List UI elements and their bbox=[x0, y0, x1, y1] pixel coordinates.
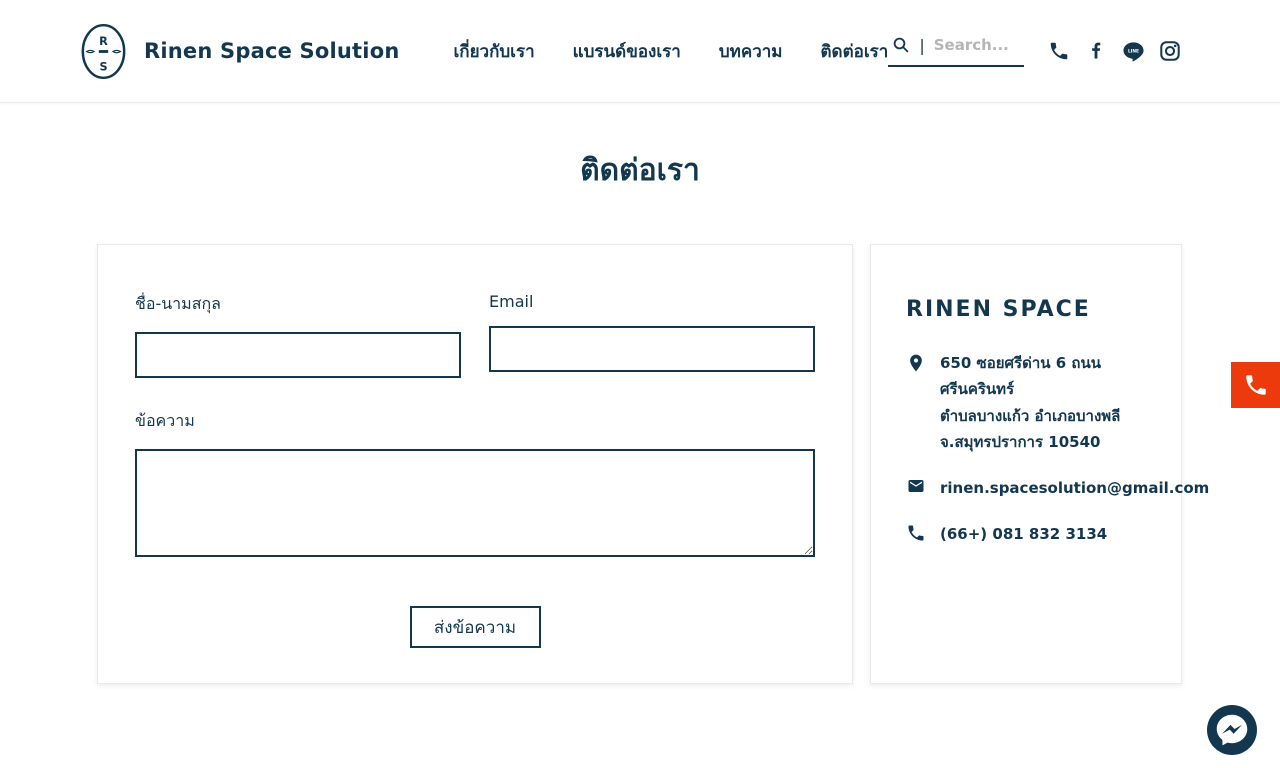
search-icon bbox=[892, 36, 910, 54]
messenger-icon bbox=[1207, 705, 1257, 755]
email-input[interactable] bbox=[489, 326, 815, 372]
svg-text:R: R bbox=[99, 34, 108, 48]
brand-name: Rinen Space Solution bbox=[144, 39, 400, 63]
search-box[interactable] bbox=[888, 36, 1023, 67]
address-line-3: จ.สมุทรปราการ 10540 bbox=[940, 432, 1101, 451]
address-row bbox=[906, 350, 1151, 455]
content-row bbox=[0, 244, 1280, 684]
company-info-panel bbox=[870, 244, 1210, 684]
send-message-button[interactable]: ส่งข้อความ bbox=[410, 606, 541, 648]
line-icon[interactable] bbox=[1122, 40, 1145, 63]
nav-item-contact[interactable]: ติดต่อเรา bbox=[820, 41, 889, 62]
company-phone[interactable]: (66+) 081 832 3134 bbox=[940, 525, 1108, 544]
floating-call-button[interactable] bbox=[1231, 362, 1280, 408]
search-input[interactable] bbox=[934, 36, 1020, 54]
address-line-1: 650 ซอยศรีด่าน 6 ถนนศรีนครินทร์ bbox=[940, 354, 1101, 399]
logo-icon bbox=[80, 22, 127, 81]
contact-form-panel bbox=[97, 244, 853, 684]
name-input[interactable] bbox=[135, 332, 461, 378]
nav-item-articles[interactable]: บทความ bbox=[718, 41, 783, 62]
main-nav bbox=[453, 38, 888, 65]
email-label: Email bbox=[489, 292, 534, 311]
email-row bbox=[906, 475, 1210, 501]
message-label: ข้อความ bbox=[135, 411, 195, 430]
header bbox=[0, 0, 1280, 103]
address-text bbox=[940, 350, 1151, 455]
facebook-icon[interactable] bbox=[1085, 40, 1108, 63]
nav-item-about[interactable]: เกี่ยวกับเรา bbox=[453, 41, 535, 62]
address-line-2: ตำบลบางแก้ว อำเภอบางพลี bbox=[940, 406, 1121, 425]
page-title: ติดต่อเรา bbox=[580, 153, 700, 188]
company-name: RINEN SPACE bbox=[906, 297, 1091, 322]
svg-text:S: S bbox=[99, 59, 108, 73]
location-pin-icon bbox=[906, 350, 926, 378]
line-badge-text: LINE bbox=[1127, 48, 1139, 54]
message-textarea[interactable] bbox=[135, 449, 815, 557]
phone-icon bbox=[906, 521, 926, 547]
search-separator: | bbox=[919, 35, 925, 55]
name-label: ชื่อ-นามสกุล bbox=[135, 294, 221, 313]
brand-logo[interactable] bbox=[80, 22, 399, 81]
nav-item-brands[interactable]: แบรนด์ของเรา bbox=[572, 41, 681, 62]
instagram-icon[interactable] bbox=[1159, 40, 1182, 63]
phone-icon[interactable] bbox=[1048, 40, 1071, 63]
social-icons bbox=[1048, 40, 1182, 63]
messenger-chat-button[interactable] bbox=[1207, 705, 1257, 755]
company-email[interactable]: rinen.spacesolution@gmail.com bbox=[940, 479, 1210, 497]
phone-row bbox=[906, 521, 1151, 547]
phone-icon bbox=[1243, 372, 1269, 398]
envelope-icon bbox=[906, 475, 926, 499]
